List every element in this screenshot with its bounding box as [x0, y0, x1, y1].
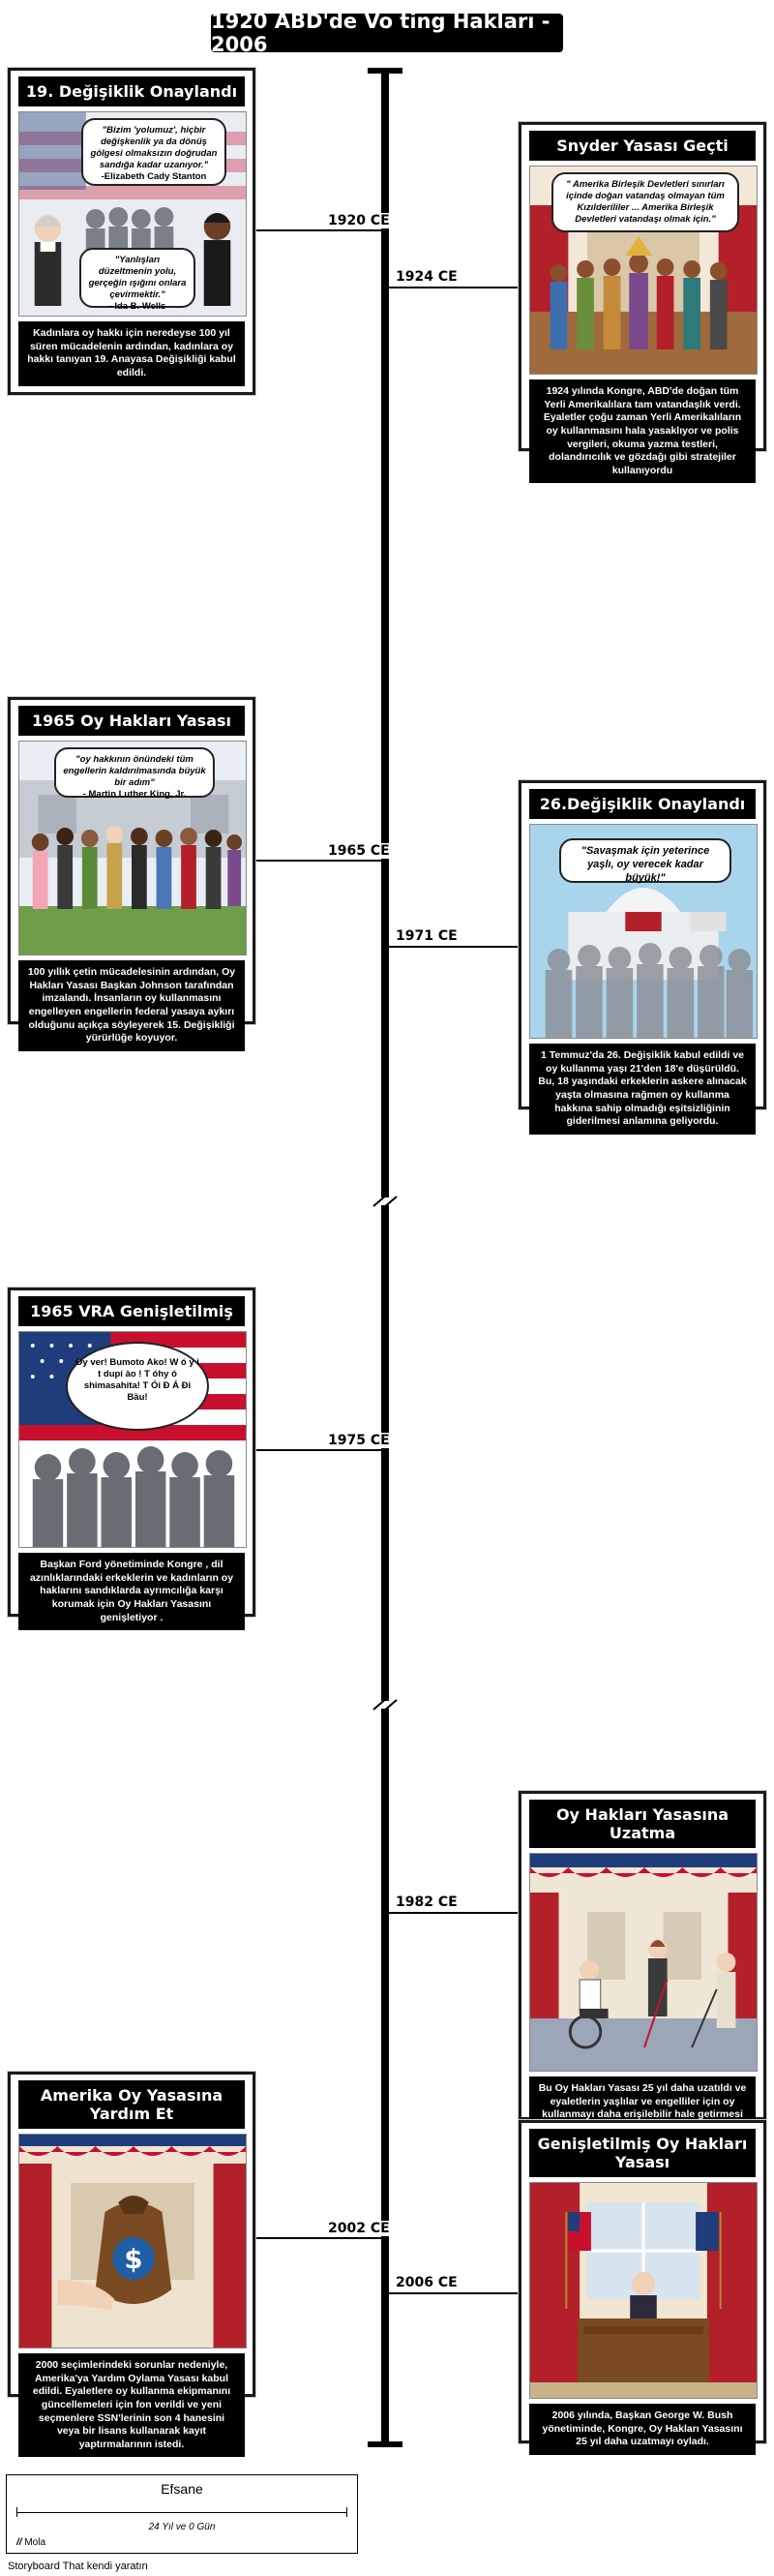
date-label-1971: 1971 CE — [393, 928, 461, 944]
break-icon: // — [16, 2537, 22, 2548]
quote-author: -Elizabeth Cady Stanton — [101, 170, 207, 182]
date-label-2002: 2002 CE — [325, 2221, 393, 2236]
event-card-1971 — [519, 780, 766, 1128]
date-label-1965: 1965 CE — [325, 843, 393, 859]
event-card-2002 — [8, 2072, 255, 2450]
card-title: 1965 Oy Hakları Yasası — [18, 706, 245, 736]
quote-author: - Martin Luther King, Jr. — [82, 788, 187, 800]
quote-bubble — [559, 838, 731, 883]
card-illustration — [18, 2134, 247, 2349]
date-label-2006: 2006 CE — [393, 2275, 461, 2290]
quote-text: Oy ver! Bumoto Ako! W ó y i t dupí ào ! T óhy ó shimasahita! T Ói Ð Á Ði Bầu! — [75, 1357, 199, 1403]
quote-bubble — [54, 747, 215, 798]
card-illustration — [529, 824, 758, 1039]
card-description: 100 yıllık çetin mücadelesinin ardından, Oy Hakları Yasası Başkan Johnson tarafından imzalandı. İnsanların oy kullanmasını engelleyen engellerin federal yasaya aykırı olduğunu açıkça söyleyerek 15. Değişikliği yürürlüğe koyuyor. — [18, 960, 245, 1051]
timeline-break-mark — [372, 1193, 399, 1210]
connector-1975 — [255, 1449, 381, 1451]
accessibility-scene-image — [530, 1854, 757, 2071]
connector-1971 — [389, 946, 519, 948]
card-description: Bu Oy Hakları Yasası 25 yıl daha uzatıldı ve eyaletlerin yaşlılar ve engelliler için oy kullanmayı daha erişilebilir hale getirmesi — [529, 2076, 756, 2141]
timeline-bottom-cap — [368, 2441, 402, 2447]
card-illustration — [529, 1853, 758, 2072]
card-title: Genişletilmiş Oy Hakları Yasası — [529, 2129, 756, 2177]
event-card-2006 — [519, 2120, 766, 2448]
timeline-axis — [381, 68, 389, 2445]
quote-text: "Savaşmak için yeterince yaşlı, oy verecek kadar büyük!" — [580, 845, 710, 884]
connector-1924 — [389, 287, 519, 288]
quote-author: - Ida B. Wells — [108, 300, 166, 312]
legend-break-entry — [16, 2537, 45, 2548]
connector-2002 — [255, 2237, 381, 2239]
money-bag-image — [19, 2135, 246, 2348]
date-label-1982: 1982 CE — [393, 1894, 461, 1910]
quote-text: " Amerika Birleşik Devletleri sınırları içinde doğan vatandaş olmayan tüm Kızılderililer ... Amerika Birleşik Devletleri vatandaşı olmak için." — [566, 179, 725, 225]
connector-2006 — [389, 2292, 519, 2294]
event-card-1975 — [8, 1288, 255, 1623]
legend-span-label: 24 Yıl ve 0 Gün — [148, 2522, 216, 2532]
quote-text: "Yanlışları düzeltmenin yolu, gerçeğin ışığını onlara çevirmektir." — [88, 255, 187, 300]
card-illustration — [529, 166, 758, 375]
footer-link[interactable]: Storyboard That kendi yaratın — [8, 2561, 148, 2572]
connector-1965 — [255, 860, 381, 862]
event-card-1965 — [8, 697, 255, 1045]
quote-text: "oy hakkının önündeki tüm engellerin kaldırılmasında büyük bir adım" — [63, 754, 206, 788]
card-illustration — [18, 1331, 247, 1548]
card-title: Snyder Yasası Geçti — [529, 131, 756, 161]
date-label-1924: 1924 CE — [393, 269, 461, 285]
card-illustration — [18, 111, 247, 317]
svg-text:$: $ — [124, 2242, 143, 2276]
legend-scale-line — [16, 2512, 347, 2513]
legend — [6, 2474, 358, 2554]
page-title: 1920 ABD'de Vo ting Hakları - 2006 — [211, 14, 563, 52]
card-description: 1 Temmuz'da 26. Değişiklik kabul edildi ve oy kullanma yaşı 21'den 18'e düşürüldü. Bu, 18 yaşındaki erkeklerin askere alınacak yaşta olmasına rağmen oy kullanma hakkına sahip olmadığı eşitsizliğinin giderilmesi anlamına geliyordu. — [529, 1044, 756, 1135]
quote-text: "Bizim 'yolumuz', hiçbir değişkenlik ya da dönüş gölgesi olmaksızın doğrudan sandığa kadar uzanıyor." — [90, 125, 218, 170]
card-illustration — [529, 2182, 758, 2399]
legend-scale-tick — [16, 2507, 17, 2517]
event-card-1920 — [8, 68, 255, 395]
card-title: 26.Değişiklik Onaylandı — [529, 789, 756, 819]
card-description: 2000 seçimlerindeki sorunlar nedeniyle, Amerika'ya Yardım Oylama Yasası kabul edildi. Eyaletlere oy kullanma ekipmanını güncellemeleri için fon verildi ve yeni seçmenlere SSN'lerinin son 4 hanesini veya bir lisans kullanarak kayıt yaptırmalarının istedi. — [18, 2353, 245, 2457]
timeline-break-mark — [372, 1696, 399, 1713]
event-card-1924 — [519, 122, 766, 476]
legend-break-label: Mola — [24, 2537, 46, 2548]
connector-1920 — [255, 229, 381, 231]
legend-scale-tick — [346, 2507, 347, 2517]
card-description: Başkan Ford yönetiminde Kongre , dil azınlıklarındaki erkeklerin ve kadınların oy haklarını sandıklarda ayrımcılığa karşı korumak için Oy Hakları Yasasını genişletiyor . — [18, 1553, 245, 1630]
date-label-1920: 1920 CE — [325, 213, 393, 228]
quote-bubble — [79, 248, 195, 312]
card-title: Oy Hakları Yasasına Uzatma — [529, 1800, 756, 1848]
date-label-1975: 1975 CE — [325, 1433, 393, 1448]
quote-bubble — [551, 172, 739, 232]
card-description: Kadınlara oy hakkı için neredeyse 100 yıl süren mücadelenin ardından, kadınlara oy hakkı tanıyan 19. Anayasa Değişikliği kabul edildi. — [18, 321, 245, 386]
card-description: 1924 yılında Kongre, ABD'de doğan tüm Yerli Amerikalılara tam vatandaşlık verdi. Eyaletler çoğu zaman Yerli Amerikalıların oy kullanmasını hala yasaklıyor ve polis vergileri, okuma yazma testleri, dolandırıcılık ve gözdağı gibi stratejiler kullanıyordu — [529, 379, 756, 483]
card-illustration — [18, 741, 247, 955]
timeline-top-cap — [368, 68, 402, 74]
connector-1982 — [389, 1912, 519, 1914]
legend-title: Efsane — [161, 2481, 203, 2497]
oval-office-image — [530, 2183, 757, 2398]
quote-bubble — [81, 118, 226, 186]
card-title: 1965 VRA Genişletilmiş — [18, 1296, 245, 1326]
card-description: 2006 yılında, Başkan George W. Bush yönetiminde, Kongre, Oy Hakları Yasasını 25 yıl daha uzatmayı oyladı. — [529, 2404, 756, 2455]
card-title: Amerika Oy Yasasına Yardım Et — [18, 2080, 245, 2129]
quote-bubble — [66, 1342, 209, 1431]
card-title: 19. Değişiklik Onaylandı — [18, 76, 245, 106]
event-card-1982 — [519, 1791, 766, 2120]
